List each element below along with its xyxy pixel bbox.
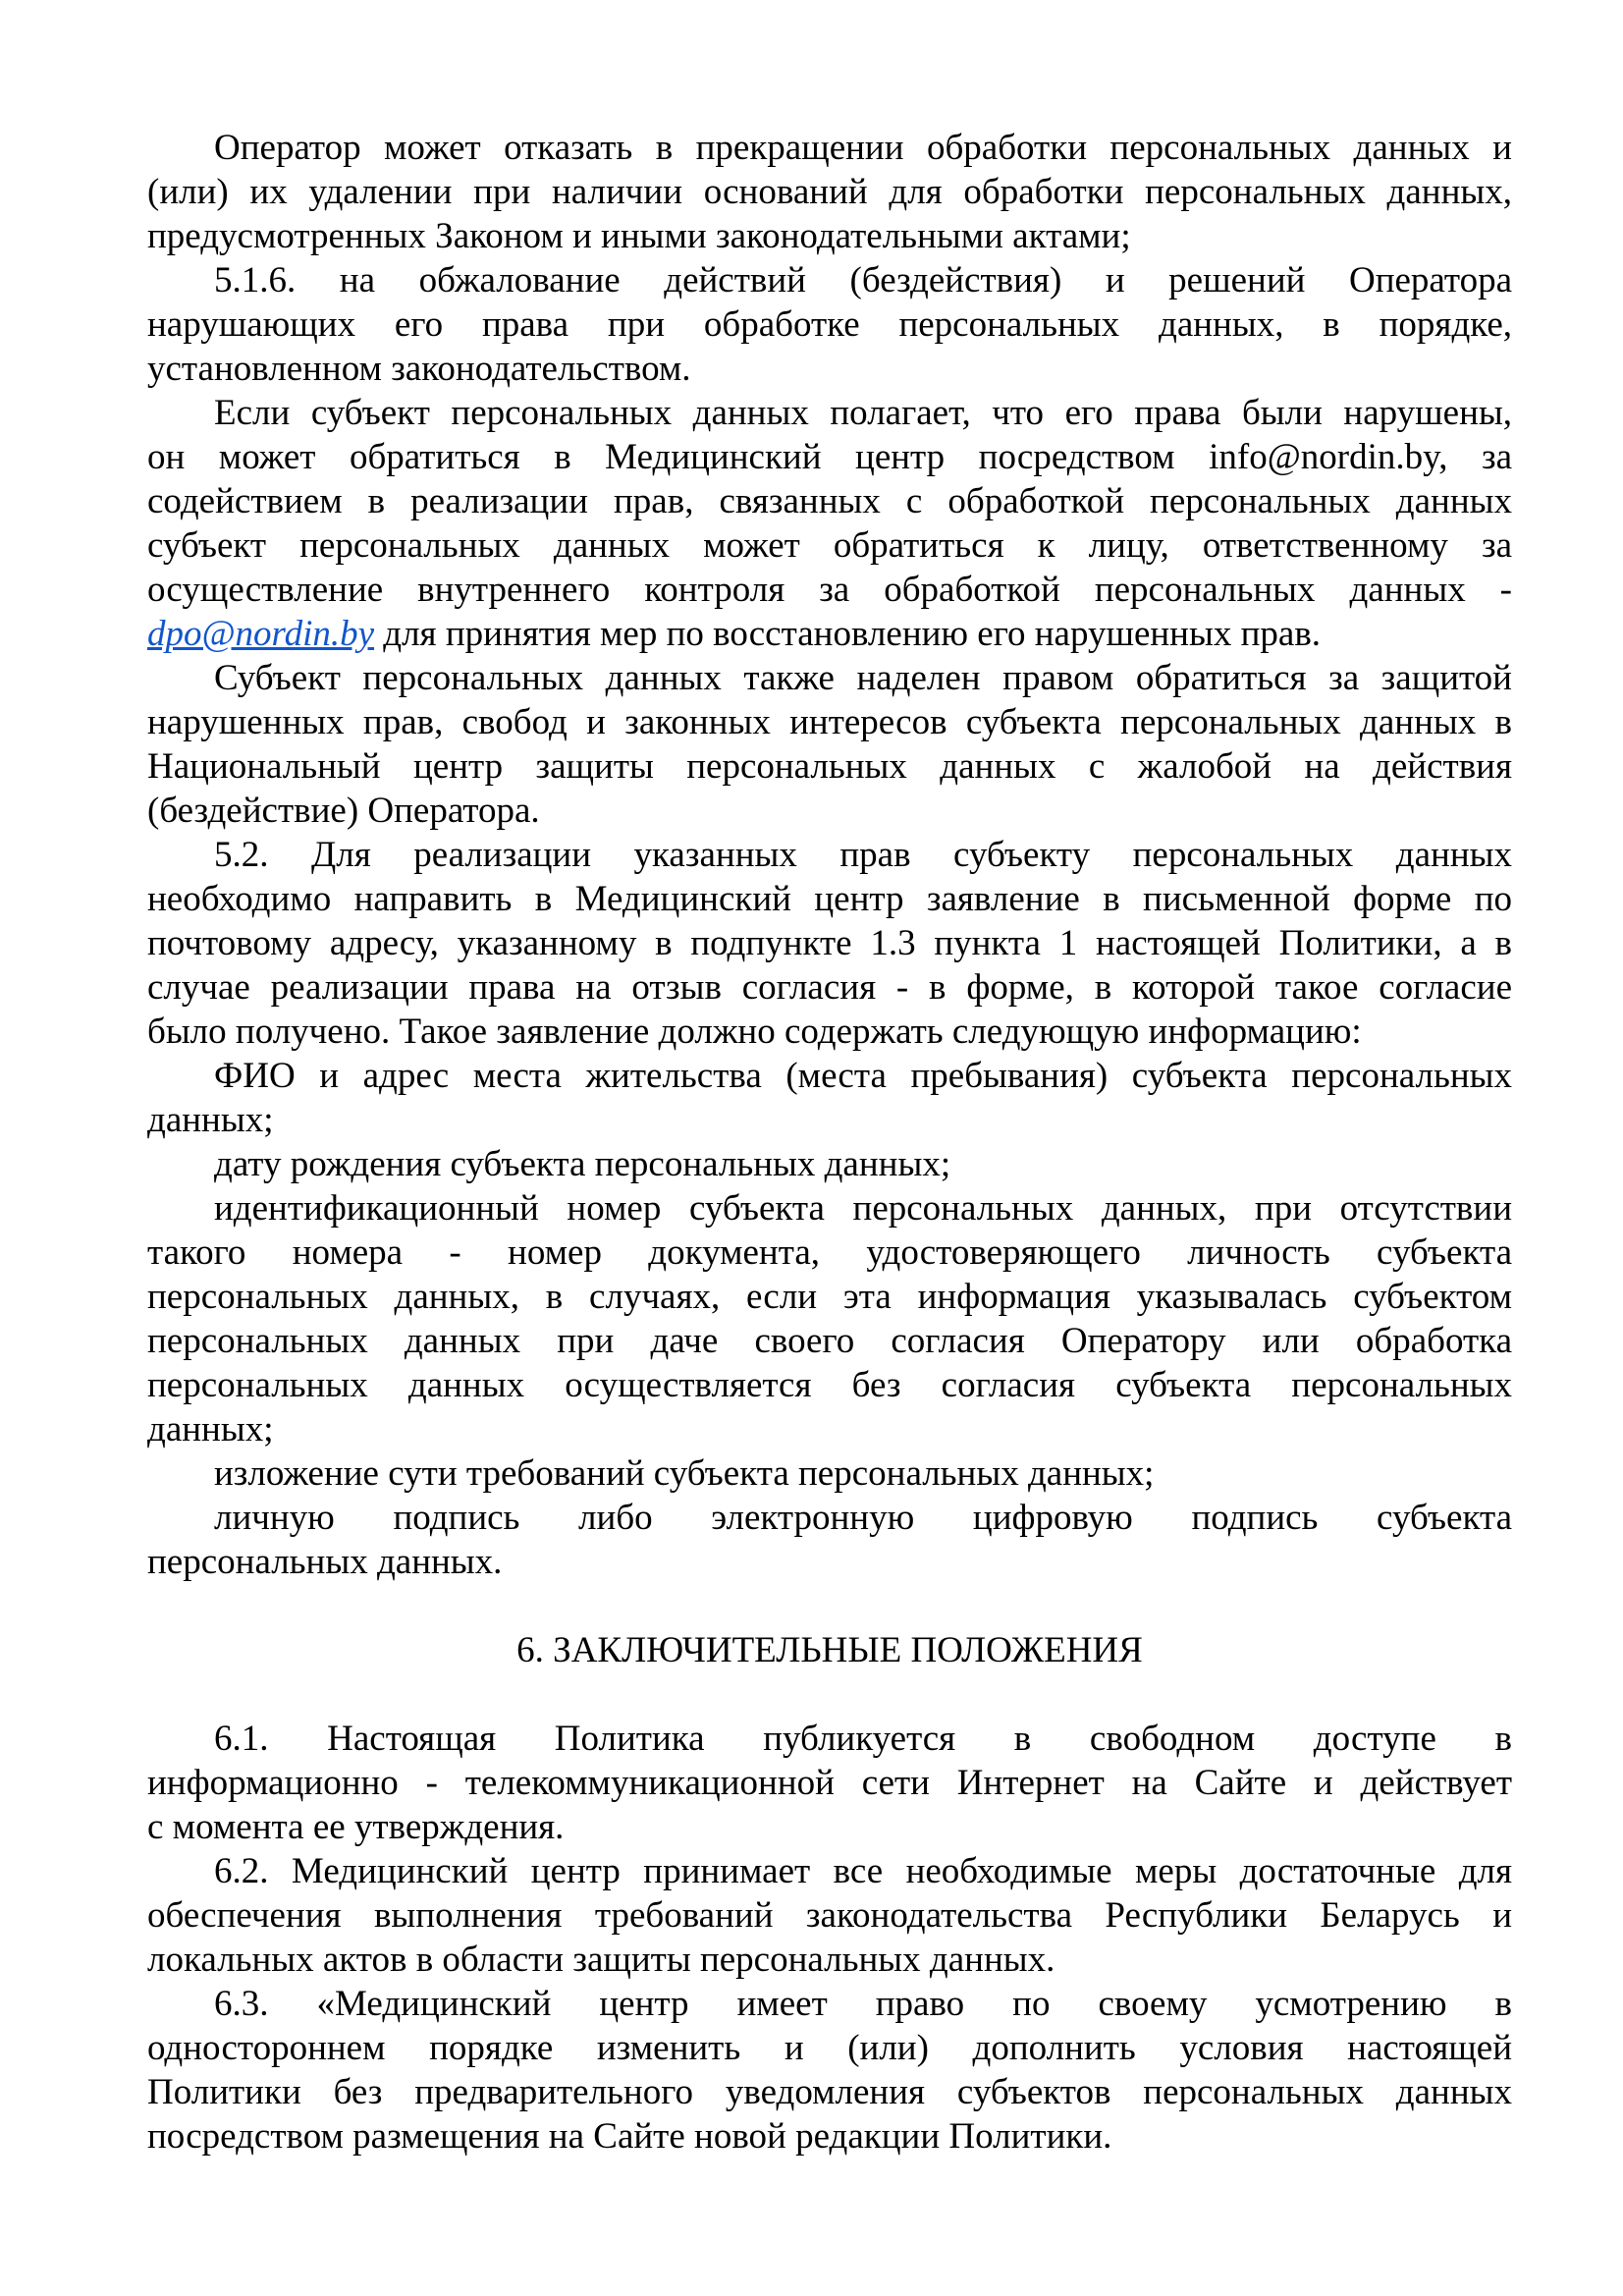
- text-line: осуществление внутреннего контроля за обработкой персональных данных -: [147, 570, 1512, 610]
- paragraph: [147, 833, 1512, 1054]
- text-line: локальных актов в области защиты персональных данных.: [147, 1940, 1055, 1980]
- text-line: персональных данных.: [147, 1542, 503, 1582]
- text-segment: для принятия мер по восстановлению его нарушенных прав.: [374, 614, 1322, 654]
- paragraph: [147, 1451, 1512, 1496]
- text-line: с момента ее утверждения.: [147, 1807, 565, 1847]
- text-line: почтовому адресу, указанному в подпункте 1.3 пункта 1 настоящей Политики, а в: [147, 923, 1512, 963]
- document-content: [147, 126, 1512, 2159]
- text-line: персональных данных, в случаях, если эта информация указывалась субъектом: [147, 1277, 1512, 1317]
- text-line: 5.2. Для реализации указанных прав субъекту персональных данных: [214, 835, 1512, 875]
- blank-line: [147, 1672, 1512, 1717]
- paragraph: [147, 1496, 1512, 1584]
- dpo-email-link[interactable]: dpo@nordin.by: [147, 614, 375, 654]
- text-line: нарушающих его права при обработке персональных данных, в порядке,: [147, 304, 1512, 345]
- paragraph: [147, 1186, 1512, 1451]
- text-line: случае реализации права на отзыв согласия - в форме, в которой такое согласие: [147, 967, 1512, 1008]
- text-line: Политики без предварительного уведомления субъектов персональных данных: [147, 2072, 1512, 2112]
- text-line: одностороннем порядке изменить и (или) дополнить условия настоящей: [147, 2028, 1512, 2068]
- text-line: содействием в реализации прав, связанных с обработкой персональных данных: [147, 481, 1512, 521]
- blank-line: [147, 1584, 1512, 1628]
- text-line: Субъект персональных данных также наделен правом обратиться за защитой: [214, 658, 1512, 698]
- text-line: информационно - телекоммуникационной сети Интернет на Сайте и действует: [147, 1763, 1512, 1803]
- paragraph: [147, 1717, 1512, 1849]
- text-line: (бездействие) Оператора.: [147, 791, 540, 831]
- text-line: (или) их удалении при наличии оснований для обработки персональных данных,: [147, 172, 1512, 212]
- section-heading: 6. ЗАКЛЮЧИТЕЛЬНЫЕ ПОЛОЖЕНИЯ: [516, 1630, 1143, 1670]
- text-line: такого номера - номер документа, удостоверяющего личность субъекта: [147, 1232, 1512, 1273]
- paragraph: [147, 1982, 1512, 2159]
- paragraph: [147, 1849, 1512, 1982]
- text-line: 6.1. Настоящая Политика публикуется в свободном доступе в: [214, 1719, 1512, 1759]
- text-line: Если субъект персональных данных полагает, что его права были нарушены,: [214, 393, 1512, 433]
- text-line: персональных данных при даче своего согласия Оператору или обработка: [147, 1321, 1512, 1361]
- text-line: 5.1.6. на обжалование действий (бездействия) и решений Оператора: [214, 260, 1512, 301]
- text-line: посредством размещения на Сайте новой редакции Политики.: [147, 2116, 1112, 2157]
- text-line: Оператор может отказать в прекращении обработки персональных данных и: [214, 128, 1512, 168]
- text-line: Национальный центр защиты персональных данных с жалобой на действия: [147, 746, 1512, 787]
- text-line: изложение сути требований субъекта персональных данных;: [214, 1453, 1155, 1494]
- text-line: необходимо направить в Медицинский центр заявление в письменной форме по: [147, 879, 1512, 919]
- text-line: установленном законодательством.: [147, 349, 691, 389]
- text-line: идентификационный номер субъекта персональных данных, при отсутствии: [214, 1188, 1512, 1229]
- text-line: личную подпись либо электронную цифровую подпись субъекта: [214, 1498, 1512, 1538]
- text-line: ФИО и адрес места жительства (места пребывания) субъекта персональных: [214, 1056, 1512, 1096]
- paragraph: [147, 1054, 1512, 1142]
- text-line: дату рождения субъекта персональных данных;: [214, 1144, 951, 1184]
- text-line: персональных данных осуществляется без согласия субъекта персональных: [147, 1365, 1512, 1405]
- text-line: обеспечения выполнения требований законодательства Республики Беларусь и: [147, 1895, 1512, 1936]
- paragraph: [147, 391, 1512, 656]
- paragraph: [147, 126, 1512, 258]
- text-line: субъект персональных данных может обратиться к лицу, ответственному за: [147, 525, 1512, 566]
- text-line: [147, 612, 1512, 656]
- text-line: данных;: [147, 1100, 274, 1140]
- text-line: 6.3. «Медицинский центр имеет право по своему усмотрению в: [214, 1984, 1512, 2024]
- text-line: предусмотренных Законом и иными законодательными актами;: [147, 216, 1131, 256]
- text-line: данных;: [147, 1409, 274, 1449]
- text-line: 6.2. Медицинский центр принимает все необходимые меры достаточные для: [214, 1851, 1512, 1891]
- paragraph: [147, 656, 1512, 833]
- paragraph: [147, 1142, 1512, 1186]
- text-line: нарушенных прав, свобод и законных интересов субъекта персональных данных в: [147, 702, 1512, 742]
- paragraph: [147, 258, 1512, 391]
- text-line: было получено. Такое заявление должно содержать следующую информацию:: [147, 1011, 1362, 1052]
- text-line: он может обратиться в Медицинский центр посредством info@nordin.by, за: [147, 437, 1512, 477]
